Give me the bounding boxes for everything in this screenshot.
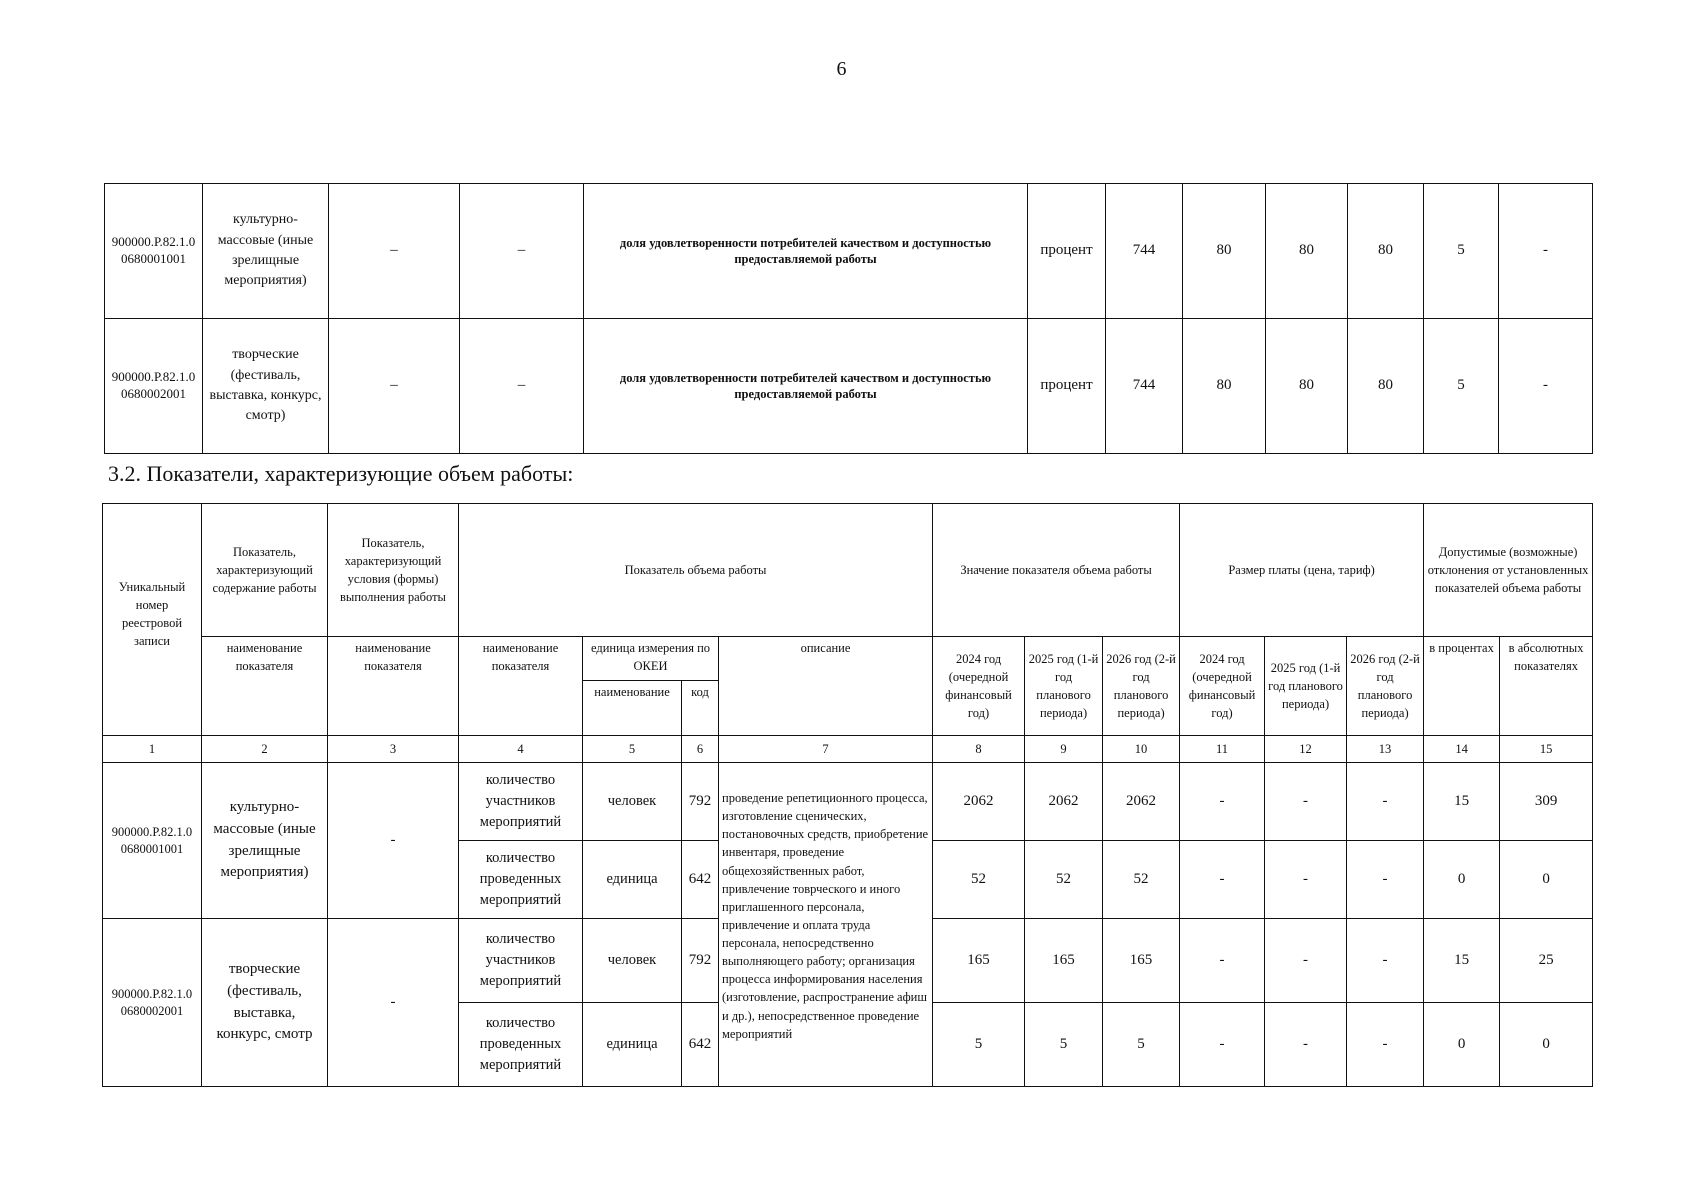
column-number: 7 [719,736,933,763]
deviation-percent: 0 [1424,841,1500,919]
header-volume-value: Значение показателя объема работы [933,504,1180,637]
header-conditions-indicator: Показатель, характеризующий условия (формы) выполнения работы [328,504,459,637]
value-2026: 52 [1103,841,1180,919]
value-2026: 165 [1103,919,1180,1003]
column-number: 1 [103,736,202,763]
deviation-absolute: 0 [1500,1003,1593,1087]
column-number: 11 [1180,736,1265,763]
fee-2026: - [1347,763,1424,841]
column-number: 9 [1025,736,1103,763]
header-row [103,504,1593,637]
indicator-name: количество проведенных мероприятий [459,1003,583,1087]
page-number: 6 [836,58,847,80]
column-number: 13 [1347,736,1424,763]
value-2024: 80 [1183,319,1266,454]
unit-name: процент [1028,184,1106,319]
fee-2025: - [1265,1003,1347,1087]
volume-indicators-table [102,503,1593,1087]
value-2026: 80 [1348,184,1424,319]
column-number: 10 [1103,736,1180,763]
table-row [105,319,1593,454]
work-content-name: культурно-массовые (иные зрелищные мероприятия) [202,763,328,919]
condition-cell: - [328,919,459,1087]
fee-2024: - [1180,841,1265,919]
column-number: 2 [202,736,328,763]
condition-cell: – [460,319,584,454]
header-indicator-name: наименование показателя [459,637,583,736]
deviation-absolute: - [1499,184,1593,319]
value-2024: 5 [933,1003,1025,1087]
indicator-name: доля удовлетворенности потребителей качеством и доступностью предоставляемой работы [584,319,1028,454]
fee-2024: - [1180,1003,1265,1087]
fee-2025: - [1265,763,1347,841]
header-fee-2025: 2025 год (1-й год планового периода) [1265,637,1347,736]
value-2025: 80 [1266,184,1348,319]
header-fee-2024: 2024 год (очередной финансовый год) [1180,637,1265,736]
column-number: 8 [933,736,1025,763]
deviation-percent: 0 [1424,1003,1500,1087]
deviation-percent: 15 [1424,919,1500,1003]
fee-2026: - [1347,841,1424,919]
value-2025: 2062 [1025,763,1103,841]
header-fee: Размер платы (цена, тариф) [1180,504,1424,637]
header-year-2024: 2024 год (очередной финансовый год) [933,637,1025,736]
indicator-name: количество участников мероприятий [459,763,583,841]
header-in-absolute: в абсолютных показателях [1500,637,1593,736]
table-row [103,763,1593,841]
quality-indicators-table [104,183,1593,454]
value-2025: 165 [1025,919,1103,1003]
indicator-name: доля удовлетворенности потребителей качеством и доступностью предоставляемой работы [584,184,1028,319]
registry-number: 900000.Р.82.1.0 0680001001 [105,184,203,319]
value-2024: 165 [933,919,1025,1003]
value-2026: 80 [1348,319,1424,454]
unit-name: единица [583,1003,682,1087]
section-title: 3.2. Показатели, характеризующие объем работы: [108,461,574,486]
header-year-2026: 2026 год (2-й год планового периода) [1103,637,1180,736]
unit-name: человек [583,763,682,841]
work-description: проведение репетиционного процесса, изготовление сценических, постановочных средств, приобретение инвентаря, проведение общехозяйственных работ, привлечение товрческого и иного приглашенного персонала, привлечение и оплата труда персонала, непосредственно выполняющего работу; организация процесса информирования населения (изготовление, распространение афиш и др.), непосредственное проведение мероприятий [719,763,933,1087]
indicator-name: количество проведенных мероприятий [459,841,583,919]
value-2024: 2062 [933,763,1025,841]
value-2025: 52 [1025,841,1103,919]
column-number: 6 [682,736,719,763]
value-2026: 5 [1103,1003,1180,1087]
deviation-absolute: 0 [1500,841,1593,919]
unit-name: единица [583,841,682,919]
column-number: 5 [583,736,682,763]
table-row [105,184,1593,319]
condition-cell: – [460,184,584,319]
value-2024: 52 [933,841,1025,919]
unit-code: 744 [1106,319,1183,454]
deviation-percent: 5 [1424,319,1499,454]
fee-2025: - [1265,841,1347,919]
column-number-row [103,736,1593,763]
header-indicator-name: наименование показателя [328,637,459,736]
value-2025: 5 [1025,1003,1103,1087]
registry-number: 900000.Р.82.1.0 0680002001 [103,919,202,1087]
deviation-absolute: - [1499,319,1593,454]
condition-cell: – [329,319,460,454]
header-unit-okei: единица измерения по ОКЕИ [583,637,719,681]
indicator-name: количество участников мероприятий [459,919,583,1003]
column-number: 12 [1265,736,1347,763]
value-2026: 2062 [1103,763,1180,841]
column-number: 15 [1500,736,1593,763]
unit-code: 792 [682,763,719,841]
deviation-absolute: 25 [1500,919,1593,1003]
registry-number: 900000.Р.82.1.0 0680001001 [103,763,202,919]
header-indicator-name: наименование показателя [202,637,328,736]
header-description: описание [719,637,933,736]
header-volume-indicator: Показатель объема работы [459,504,933,637]
column-number: 3 [328,736,459,763]
unit-name: процент [1028,319,1106,454]
header-fee-2026: 2026 год (2-й год планового периода) [1347,637,1424,736]
unit-code: 792 [682,919,719,1003]
registry-number: 900000.Р.82.1.0 0680002001 [105,319,203,454]
unit-code: 642 [682,841,719,919]
value-2024: 80 [1183,184,1266,319]
header-unit-name: наименование [583,681,682,736]
header-in-percent: в процентах [1424,637,1500,736]
condition-cell: - [328,763,459,919]
work-content-name: творческие (фестиваль, выставка, конкурс, смотр) [203,319,329,454]
column-number: 14 [1424,736,1500,763]
header-content-indicator: Показатель, характеризующий содержание работы [202,504,328,637]
fee-2024: - [1180,919,1265,1003]
deviation-absolute: 309 [1500,763,1593,841]
column-number: 4 [459,736,583,763]
header-registry-number: Уникальный номер реестровой записи [103,504,202,736]
header-row [103,637,1593,681]
deviation-percent: 15 [1424,763,1500,841]
header-year-2025: 2025 год (1-й год планового периода) [1025,637,1103,736]
header-deviation: Допустимые (возможные) отклонения от установленных показателей объема работы [1424,504,1593,637]
fee-2026: - [1347,1003,1424,1087]
work-content-name: культурно-массовые (иные зрелищные мероприятия) [203,184,329,319]
unit-code: 642 [682,1003,719,1087]
work-content-name: творческие (фестиваль, выставка, конкурс, смотр [202,919,328,1087]
unit-name: человек [583,919,682,1003]
unit-code: 744 [1106,184,1183,319]
deviation-percent: 5 [1424,184,1499,319]
fee-2024: - [1180,763,1265,841]
value-2025: 80 [1266,319,1348,454]
fee-2026: - [1347,919,1424,1003]
fee-2025: - [1265,919,1347,1003]
condition-cell: – [329,184,460,319]
header-unit-code: код [682,681,719,736]
